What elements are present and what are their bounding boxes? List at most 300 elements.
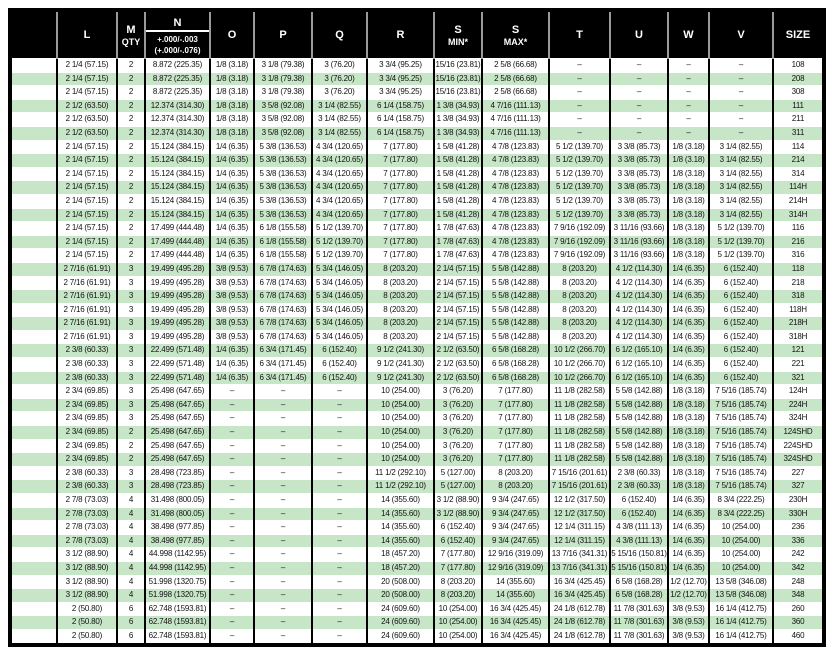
- cell-t: 13 7/16 (341.31): [549, 561, 610, 575]
- cell-o: 1/4 (6.35): [210, 181, 254, 195]
- cell-n: 19.499 (495.28): [145, 303, 210, 317]
- cell-r: 9 1/2 (241.30): [367, 358, 434, 372]
- cell-t: –: [549, 113, 610, 127]
- cell-w: 1/4 (6.35): [668, 290, 709, 304]
- cell-q: 5 3/4 (146.05): [312, 276, 367, 290]
- header-smin-line1: S: [454, 23, 462, 36]
- cell-s-max: 4 7/8 (123.83): [482, 154, 549, 168]
- cell-w: –: [668, 99, 709, 113]
- cell-q: 4 3/4 (120.65): [312, 194, 367, 208]
- cell-t: 5 1/2 (139.70): [549, 208, 610, 222]
- cell-size: 342: [773, 561, 824, 575]
- cell-u: –: [610, 126, 668, 140]
- row-blank-cell: [10, 385, 57, 399]
- cell-t: –: [549, 126, 610, 140]
- cell-s-min: 2 1/2 (63.50): [434, 344, 482, 358]
- cell-s-max: 7 (177.80): [482, 439, 549, 453]
- cell-v: 7 5/16 (185.74): [709, 439, 773, 453]
- cell-w: –: [668, 72, 709, 86]
- cell-l: 2 1/4 (57.15): [57, 222, 117, 236]
- cell-n: 22.499 (571.48): [145, 371, 210, 385]
- cell-q: –: [312, 629, 367, 644]
- cell-m-qty: 2: [117, 126, 145, 140]
- cell-v: –: [709, 113, 773, 127]
- cell-l: 2 3/4 (69.85): [57, 453, 117, 467]
- cell-size: 336: [773, 534, 824, 548]
- header-col-l: L: [57, 10, 117, 59]
- cell-s-max: 7 (177.80): [482, 385, 549, 399]
- cell-r: 10 (254.00): [367, 439, 434, 453]
- cell-m-qty: 4: [117, 507, 145, 521]
- table-row: [10, 548, 824, 562]
- cell-r: 7 (177.80): [367, 154, 434, 168]
- cell-m-qty: 3: [117, 344, 145, 358]
- cell-r: 8 (203.20): [367, 290, 434, 304]
- table-row: [10, 167, 824, 181]
- cell-t: 10 1/2 (266.70): [549, 344, 610, 358]
- cell-s-min: 8 (203.20): [434, 575, 482, 589]
- cell-t: –: [549, 86, 610, 100]
- cell-l: 2 1/4 (57.15): [57, 154, 117, 168]
- cell-m-qty: 2: [117, 194, 145, 208]
- cell-o: 3/8 (9.53): [210, 317, 254, 331]
- row-blank-cell: [10, 59, 57, 73]
- cell-q: –: [312, 466, 367, 480]
- cell-t: 11 1/8 (282.58): [549, 439, 610, 453]
- cell-t: 24 1/8 (612.78): [549, 629, 610, 644]
- cell-w: 1/8 (3.18): [668, 140, 709, 154]
- cell-t: 11 1/8 (282.58): [549, 426, 610, 440]
- cell-o: 3/8 (9.53): [210, 290, 254, 304]
- cell-s-max: 9 3/4 (247.65): [482, 507, 549, 521]
- cell-w: 1/4 (6.35): [668, 262, 709, 276]
- cell-o: 3/8 (9.53): [210, 303, 254, 317]
- table-row: [10, 249, 824, 263]
- cell-n: 15.124 (384.15): [145, 167, 210, 181]
- header-col-r: R: [367, 10, 434, 59]
- cell-r: 6 1/4 (158.75): [367, 99, 434, 113]
- cell-u: 4 1/2 (114.30): [610, 262, 668, 276]
- cell-s-min: 3 (76.20): [434, 385, 482, 399]
- cell-t: 16 3/4 (425.45): [549, 589, 610, 603]
- cell-w: 1/4 (6.35): [668, 507, 709, 521]
- cell-q: 4 3/4 (120.65): [312, 140, 367, 154]
- cell-m-qty: 2: [117, 59, 145, 73]
- cell-n: 12.374 (314.30): [145, 99, 210, 113]
- cell-n: 28.498 (723.85): [145, 466, 210, 480]
- cell-v: 6 (152.40): [709, 330, 773, 344]
- cell-p: 6 7/8 (174.63): [254, 330, 312, 344]
- cell-u: 11 7/8 (301.63): [610, 602, 668, 616]
- cell-t: 8 (203.20): [549, 317, 610, 331]
- cell-l: 2 7/16 (61.91): [57, 262, 117, 276]
- table-row: [10, 371, 824, 385]
- cell-v: 10 (254.00): [709, 534, 773, 548]
- cell-n: 44.998 (1142.95): [145, 561, 210, 575]
- cell-n: 19.499 (495.28): [145, 290, 210, 304]
- cell-l: 2 3/8 (60.33): [57, 371, 117, 385]
- table-row: [10, 521, 824, 535]
- header-col-o: O: [210, 10, 254, 59]
- cell-t: 8 (203.20): [549, 330, 610, 344]
- cell-s-max: 5 5/8 (142.88): [482, 290, 549, 304]
- row-blank-cell: [10, 317, 57, 331]
- cell-n: 22.499 (571.48): [145, 358, 210, 372]
- cell-o: –: [210, 534, 254, 548]
- cell-s-min: 2 1/2 (63.50): [434, 358, 482, 372]
- cell-t: 7 9/16 (192.09): [549, 222, 610, 236]
- cell-r: 8 (203.20): [367, 317, 434, 331]
- cell-s-max: 4 7/16 (111.13): [482, 126, 549, 140]
- cell-n: 17.499 (444.48): [145, 249, 210, 263]
- cell-o: 1/4 (6.35): [210, 154, 254, 168]
- header-m-line1: M: [126, 23, 136, 36]
- table-row: [10, 113, 824, 127]
- cell-v: 16 1/4 (412.75): [709, 602, 773, 616]
- cell-size: 308: [773, 86, 824, 100]
- table-row: [10, 616, 824, 630]
- cell-m-qty: 3: [117, 466, 145, 480]
- cell-s-min: 15/16 (23.81): [434, 72, 482, 86]
- cell-p: –: [254, 385, 312, 399]
- row-blank-cell: [10, 507, 57, 521]
- cell-s-min: 2 1/4 (57.15): [434, 276, 482, 290]
- cell-size: 460: [773, 629, 824, 644]
- cell-o: 1/8 (3.18): [210, 72, 254, 86]
- row-blank-cell: [10, 167, 57, 181]
- cell-size: 230H: [773, 494, 824, 508]
- cell-w: 1/4 (6.35): [668, 548, 709, 562]
- cell-size: 314H: [773, 208, 824, 222]
- cell-o: –: [210, 426, 254, 440]
- cell-v: 7 5/16 (185.74): [709, 466, 773, 480]
- cell-n: 25.498 (647.65): [145, 398, 210, 412]
- cell-q: 5 3/4 (146.05): [312, 317, 367, 331]
- cell-m-qty: 6: [117, 616, 145, 630]
- cell-n: 15.124 (384.15): [145, 140, 210, 154]
- cell-m-qty: 2: [117, 208, 145, 222]
- cell-t: –: [549, 72, 610, 86]
- cell-w: 1/4 (6.35): [668, 317, 709, 331]
- cell-n: 8.872 (225.35): [145, 59, 210, 73]
- cell-q: –: [312, 616, 367, 630]
- cell-q: 5 1/2 (139.70): [312, 235, 367, 249]
- header-smin-line2: MIN*: [448, 36, 468, 47]
- cell-size: 318: [773, 290, 824, 304]
- cell-m-qty: 2: [117, 222, 145, 236]
- row-blank-cell: [10, 235, 57, 249]
- cell-w: 1/4 (6.35): [668, 494, 709, 508]
- cell-size: 311: [773, 126, 824, 140]
- cell-o: –: [210, 412, 254, 426]
- cell-v: 5 1/2 (139.70): [709, 235, 773, 249]
- cell-v: 7 5/16 (185.74): [709, 480, 773, 494]
- cell-o: –: [210, 629, 254, 644]
- cell-o: 3/8 (9.53): [210, 262, 254, 276]
- row-blank-cell: [10, 222, 57, 236]
- cell-q: 5 3/4 (146.05): [312, 262, 367, 276]
- table-row: [10, 317, 824, 331]
- cell-s-min: 2 1/4 (57.15): [434, 290, 482, 304]
- cell-t: 10 1/2 (266.70): [549, 358, 610, 372]
- cell-s-max: 4 7/16 (111.13): [482, 99, 549, 113]
- cell-s-min: 1 3/8 (34.93): [434, 126, 482, 140]
- row-blank-cell: [10, 494, 57, 508]
- cell-r: 7 (177.80): [367, 167, 434, 181]
- cell-s-max: 5 5/8 (142.88): [482, 303, 549, 317]
- cell-u: –: [610, 113, 668, 127]
- cell-w: 1/4 (6.35): [668, 561, 709, 575]
- cell-w: 3/8 (9.53): [668, 616, 709, 630]
- cell-s-max: 4 7/8 (123.83): [482, 235, 549, 249]
- cell-l: 2 (50.80): [57, 616, 117, 630]
- cell-u: 5 5/8 (142.88): [610, 398, 668, 412]
- cell-q: 3 (76.20): [312, 72, 367, 86]
- cell-q: 6 (152.40): [312, 371, 367, 385]
- cell-p: –: [254, 589, 312, 603]
- row-blank-cell: [10, 575, 57, 589]
- cell-s-min: 3 1/2 (88.90): [434, 494, 482, 508]
- cell-size: 221: [773, 358, 824, 372]
- cell-o: 1/4 (6.35): [210, 358, 254, 372]
- cell-q: –: [312, 494, 367, 508]
- cell-q: 5 1/2 (139.70): [312, 249, 367, 263]
- cell-v: –: [709, 72, 773, 86]
- cell-s-min: 2 1/4 (57.15): [434, 317, 482, 331]
- cell-s-min: 3 (76.20): [434, 439, 482, 453]
- cell-m-qty: 4: [117, 521, 145, 535]
- cell-r: 10 (254.00): [367, 453, 434, 467]
- cell-size: 314: [773, 167, 824, 181]
- cell-l: 2 3/4 (69.85): [57, 426, 117, 440]
- header-m-line2: QTY: [121, 36, 141, 47]
- table-row: [10, 589, 824, 603]
- cell-size: 114H: [773, 181, 824, 195]
- cell-w: 1/8 (3.18): [668, 235, 709, 249]
- cell-m-qty: 2: [117, 140, 145, 154]
- cell-v: 10 (254.00): [709, 521, 773, 535]
- cell-m-qty: 4: [117, 575, 145, 589]
- cell-r: 7 (177.80): [367, 181, 434, 195]
- cell-o: –: [210, 385, 254, 399]
- cell-v: 6 (152.40): [709, 276, 773, 290]
- cell-w: 1/8 (3.18): [668, 154, 709, 168]
- cell-t: 5 1/2 (139.70): [549, 167, 610, 181]
- cell-q: –: [312, 412, 367, 426]
- cell-l: 2 7/16 (61.91): [57, 303, 117, 317]
- row-blank-cell: [10, 412, 57, 426]
- cell-t: 7 15/16 (201.61): [549, 480, 610, 494]
- cell-p: 5 3/8 (136.53): [254, 154, 312, 168]
- cell-p: 3 1/8 (79.38): [254, 59, 312, 73]
- table-row: [10, 181, 824, 195]
- cell-o: –: [210, 494, 254, 508]
- cell-q: 3 (76.20): [312, 59, 367, 73]
- cell-size: 227: [773, 466, 824, 480]
- cell-t: 5 1/2 (139.70): [549, 181, 610, 195]
- cell-v: 3 1/4 (82.55): [709, 181, 773, 195]
- cell-n: 19.499 (495.28): [145, 317, 210, 331]
- cell-n: 8.872 (225.35): [145, 72, 210, 86]
- cell-m-qty: 2: [117, 426, 145, 440]
- cell-u: 5 5/8 (142.88): [610, 412, 668, 426]
- cell-w: 1/8 (3.18): [668, 439, 709, 453]
- cell-v: 6 (152.40): [709, 371, 773, 385]
- cell-s-min: 2 1/2 (63.50): [434, 371, 482, 385]
- cell-m-qty: 2: [117, 439, 145, 453]
- cell-u: –: [610, 59, 668, 73]
- cell-v: 10 (254.00): [709, 561, 773, 575]
- cell-w: 1/8 (3.18): [668, 412, 709, 426]
- cell-l: 2 7/8 (73.03): [57, 534, 117, 548]
- cell-m-qty: 2: [117, 86, 145, 100]
- cell-s-max: 4 7/8 (123.83): [482, 249, 549, 263]
- cell-p: 3 1/8 (79.38): [254, 72, 312, 86]
- cell-u: 4 1/2 (114.30): [610, 290, 668, 304]
- cell-size: 108: [773, 59, 824, 73]
- cell-q: –: [312, 439, 367, 453]
- cell-u: 6 1/2 (165.10): [610, 371, 668, 385]
- table-row: [10, 494, 824, 508]
- cell-s-min: 1 3/8 (34.93): [434, 113, 482, 127]
- cell-size: 208: [773, 72, 824, 86]
- cell-s-max: 7 (177.80): [482, 412, 549, 426]
- cell-w: 1/8 (3.18): [668, 385, 709, 399]
- table-row: [10, 99, 824, 113]
- cell-v: 3 1/4 (82.55): [709, 154, 773, 168]
- cell-q: 5 1/2 (139.70): [312, 222, 367, 236]
- cell-m-qty: 4: [117, 548, 145, 562]
- cell-size: 121: [773, 344, 824, 358]
- cell-t: 12 1/4 (311.15): [549, 534, 610, 548]
- cell-p: 5 3/8 (136.53): [254, 140, 312, 154]
- cell-s-min: 3 (76.20): [434, 453, 482, 467]
- cell-r: 3 3/4 (95.25): [367, 59, 434, 73]
- row-blank-cell: [10, 358, 57, 372]
- cell-m-qty: 2: [117, 99, 145, 113]
- cell-v: 3 1/4 (82.55): [709, 194, 773, 208]
- cell-o: 1/8 (3.18): [210, 113, 254, 127]
- cell-r: 14 (355.60): [367, 494, 434, 508]
- table-row: [10, 154, 824, 168]
- cell-l: 2 7/8 (73.03): [57, 494, 117, 508]
- cell-p: 6 3/4 (171.45): [254, 371, 312, 385]
- header-smax-line2: MAX*: [503, 36, 528, 47]
- cell-n: 22.499 (571.48): [145, 344, 210, 358]
- cell-v: 16 1/4 (412.75): [709, 616, 773, 630]
- cell-r: 7 (177.80): [367, 249, 434, 263]
- cell-l: 2 1/4 (57.15): [57, 208, 117, 222]
- table-row: [10, 72, 824, 86]
- cell-t: 11 1/8 (282.58): [549, 453, 610, 467]
- row-blank-cell: [10, 249, 57, 263]
- table-row: [10, 126, 824, 140]
- cell-o: 1/4 (6.35): [210, 222, 254, 236]
- cell-p: –: [254, 602, 312, 616]
- cell-m-qty: 3: [117, 262, 145, 276]
- cell-o: –: [210, 398, 254, 412]
- cell-r: 14 (355.60): [367, 521, 434, 535]
- row-blank-cell: [10, 140, 57, 154]
- cell-v: 6 (152.40): [709, 262, 773, 276]
- cell-r: 11 1/2 (292.10): [367, 480, 434, 494]
- row-blank-cell: [10, 521, 57, 535]
- cell-w: 1/4 (6.35): [668, 358, 709, 372]
- row-blank-cell: [10, 561, 57, 575]
- cell-q: –: [312, 480, 367, 494]
- cell-u: 3 3/8 (85.73): [610, 181, 668, 195]
- cell-l: 2 7/16 (61.91): [57, 290, 117, 304]
- cell-n: 15.124 (384.15): [145, 208, 210, 222]
- cell-u: 6 5/8 (168.28): [610, 589, 668, 603]
- cell-l: 3 1/2 (88.90): [57, 589, 117, 603]
- cell-s-min: 15/16 (23.81): [434, 86, 482, 100]
- cell-w: 1/4 (6.35): [668, 371, 709, 385]
- cell-q: 4 3/4 (120.65): [312, 181, 367, 195]
- header-col-q: Q: [312, 10, 367, 59]
- row-blank-cell: [10, 534, 57, 548]
- cell-p: 5 3/8 (136.53): [254, 167, 312, 181]
- table-row: [10, 398, 824, 412]
- cell-l: 2 1/4 (57.15): [57, 167, 117, 181]
- cell-s-max: 8 (203.20): [482, 466, 549, 480]
- cell-m-qty: 2: [117, 154, 145, 168]
- cell-r: 7 (177.80): [367, 235, 434, 249]
- cell-s-max: 7 (177.80): [482, 426, 549, 440]
- cell-t: 12 1/2 (317.50): [549, 507, 610, 521]
- cell-q: –: [312, 589, 367, 603]
- cell-l: 2 1/4 (57.15): [57, 72, 117, 86]
- row-blank-cell: [10, 72, 57, 86]
- cell-p: –: [254, 575, 312, 589]
- cell-w: 1/8 (3.18): [668, 181, 709, 195]
- cell-size: 116: [773, 222, 824, 236]
- cell-o: –: [210, 466, 254, 480]
- cell-l: 2 1/2 (63.50): [57, 113, 117, 127]
- cell-u: 6 1/2 (165.10): [610, 344, 668, 358]
- cell-m-qty: 4: [117, 561, 145, 575]
- cell-m-qty: 3: [117, 303, 145, 317]
- cell-size: 218: [773, 276, 824, 290]
- table-row: [10, 208, 824, 222]
- cell-p: –: [254, 616, 312, 630]
- cell-size: 330H: [773, 507, 824, 521]
- cell-q: 4 3/4 (120.65): [312, 167, 367, 181]
- cell-r: 20 (508.00): [367, 589, 434, 603]
- cell-size: 316: [773, 249, 824, 263]
- cell-size: 111: [773, 99, 824, 113]
- table-row: [10, 439, 824, 453]
- cell-p: 6 7/8 (174.63): [254, 303, 312, 317]
- table-row: [10, 290, 824, 304]
- cell-size: 114: [773, 140, 824, 154]
- cell-v: 13 5/8 (346.08): [709, 589, 773, 603]
- cell-n: 15.124 (384.15): [145, 181, 210, 195]
- cell-l: 2 3/4 (69.85): [57, 412, 117, 426]
- cell-s-max: 16 3/4 (425.45): [482, 629, 549, 644]
- cell-l: 2 3/8 (60.33): [57, 466, 117, 480]
- cell-n: 25.498 (647.65): [145, 412, 210, 426]
- cell-l: 2 1/2 (63.50): [57, 99, 117, 113]
- cell-s-max: 12 9/16 (319.09): [482, 561, 549, 575]
- cell-v: 3 1/4 (82.55): [709, 140, 773, 154]
- cell-w: 1/4 (6.35): [668, 344, 709, 358]
- cell-n: 17.499 (444.48): [145, 222, 210, 236]
- cell-t: 12 1/4 (311.15): [549, 521, 610, 535]
- cell-m-qty: 2: [117, 181, 145, 195]
- cell-s-max: 4 7/8 (123.83): [482, 222, 549, 236]
- table-row: [10, 629, 824, 644]
